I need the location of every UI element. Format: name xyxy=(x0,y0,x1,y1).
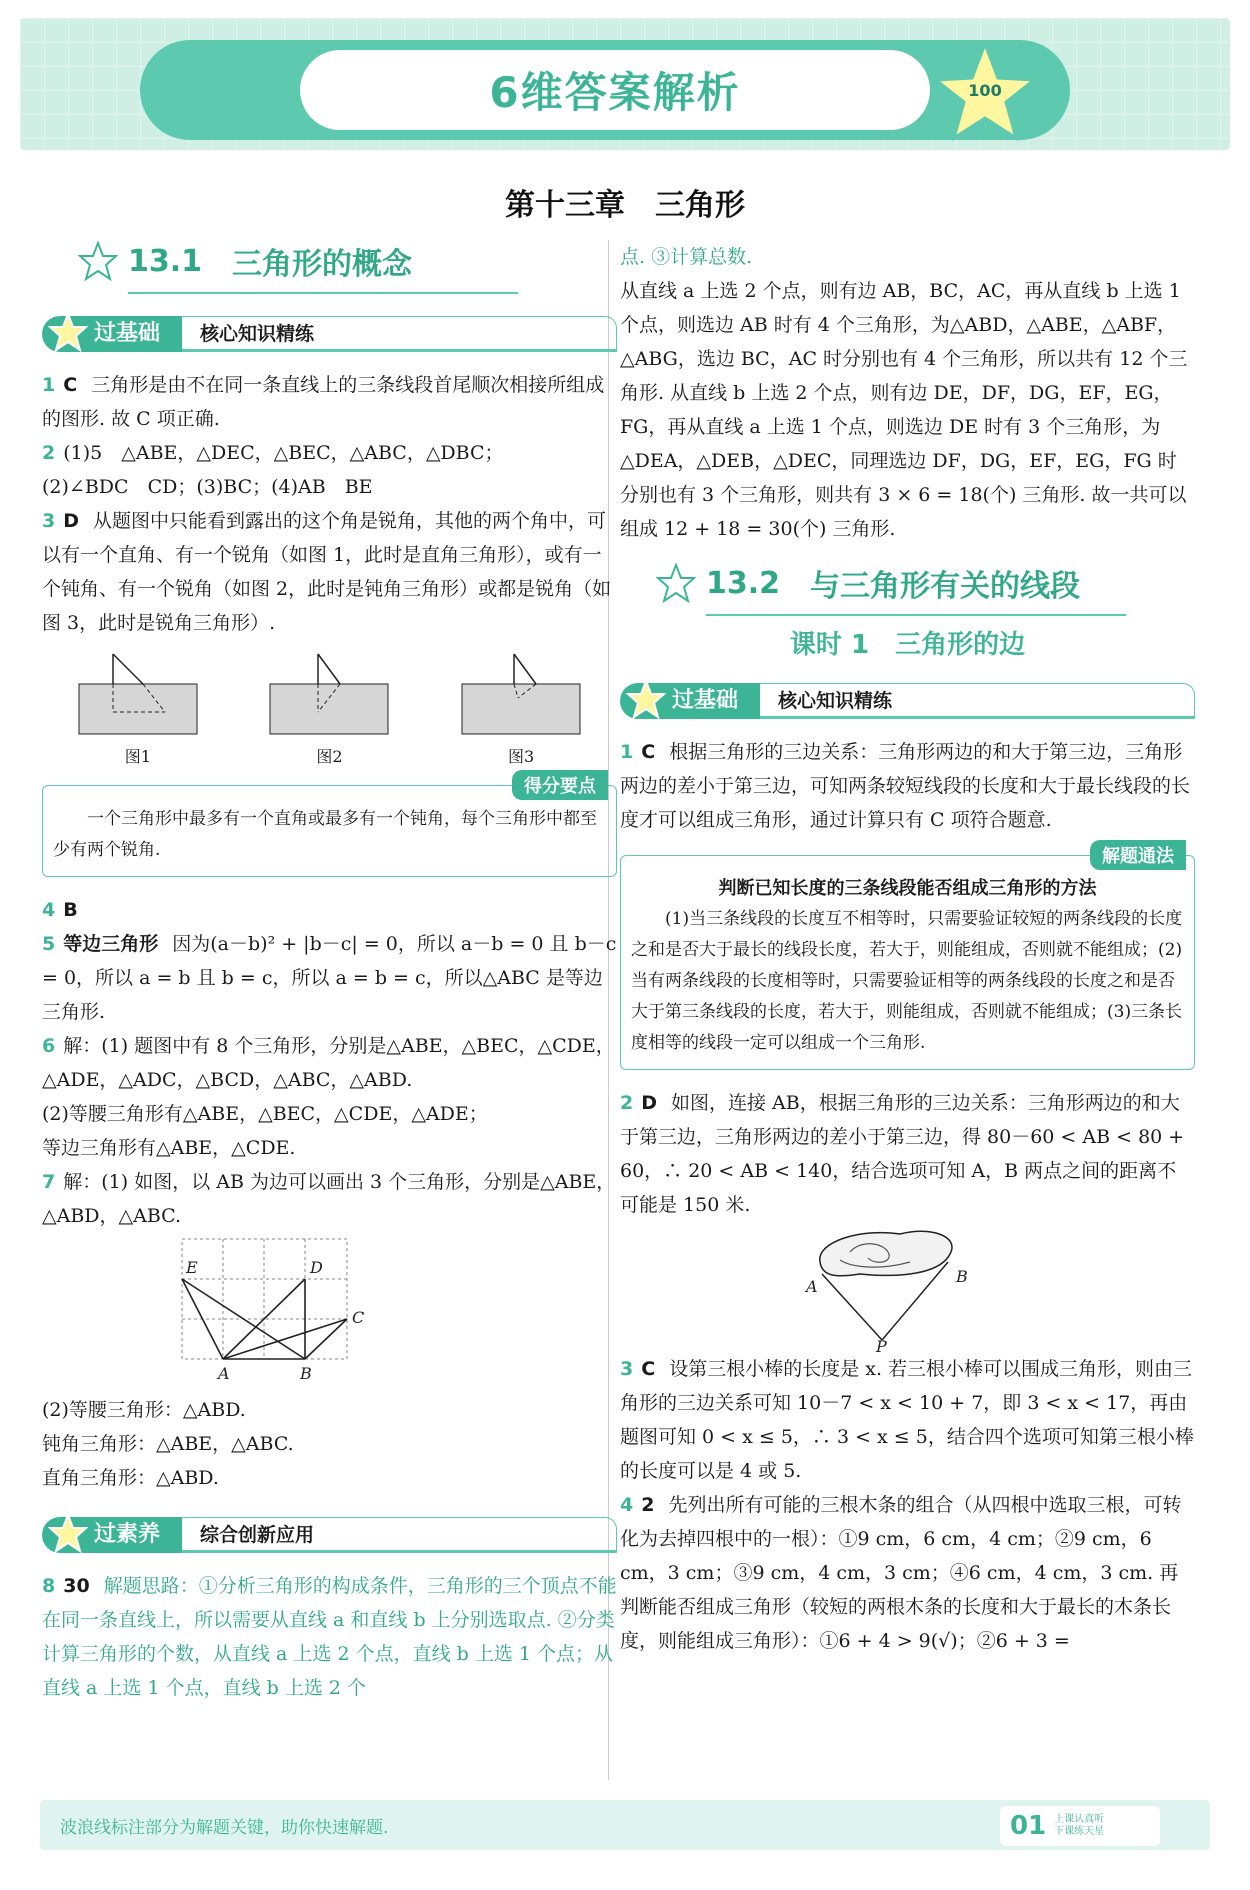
point-e: E xyxy=(186,1258,198,1277)
right-column xyxy=(620,240,1195,1658)
question-3: 3 D 从题图中只能看到露出的这个角是锐角，其他的两个角中，可以有一个直角、有一个锐角（如图 1，此时是直角三角形），或有一个钝角、有一个锐角（如图 2，此时是钝角三角形）或都是锐角（如图 3，此时是锐角三角形）. xyxy=(42,510,612,634)
mascot-icon xyxy=(48,312,88,352)
basics-tag: 过基础 xyxy=(620,683,760,719)
question-2: 2 (1)5 △ABE，△DEC，△BEC，△ABC，△DBC； (2)∠BDC CD；(3)BC；(4)AB BE xyxy=(42,442,504,498)
method-title: 判断已知长度的三条线段能否组成三角形的方法 xyxy=(718,878,1097,899)
question-1: 1 C 三角形是由不在同一条直线上的三条线段首尾顺次相接所组成的图形. 故 C 项正确. xyxy=(42,374,605,430)
page-title: 6维答案解析 xyxy=(300,50,930,130)
page-number-box xyxy=(1000,1806,1160,1846)
q8-continued-head: 点. ③计算总数. xyxy=(620,246,753,268)
figure-1: 图1 xyxy=(73,650,203,767)
r-question-1: 1 C 根据三角形的三边关系：三角形两边的和大于第三边，三角形两边的差小于第三边，可知两条较短线段的长度和大于最长线段的长度才可以组成三角形，通过计算只有 C 项符合题意. xyxy=(620,741,1191,831)
star-mascot-icon xyxy=(930,40,1040,150)
mascot-icon xyxy=(626,679,666,719)
basics-tag: 过基础 xyxy=(42,316,182,352)
r-question-4: 4 2 先列出所有可能的三根木条的组合（从四根中选取三根，可转化为去掉四根中的一根）：①9 cm，6 cm，4 cm；②9 cm，6 cm，3 cm；③9 cm，4 cm，3 cm；④6 cm，4 cm，3 cm. 再判断能否组成三角形（较短的两根木条的长度和大于最长的木条长度，则能组成三角形）：①6 + 4 > 9(√)；②6 + 3 = xyxy=(620,1494,1182,1652)
point-p: P xyxy=(876,1337,887,1352)
section-title-13-1 xyxy=(128,230,518,294)
section-number: 13.1 xyxy=(128,243,203,279)
basics-subtitle: 核心知识精练 xyxy=(182,316,617,352)
mascot-icon xyxy=(48,1513,88,1553)
literacy-bar xyxy=(42,1513,617,1557)
point-b: B xyxy=(956,1267,968,1286)
mascot-text: 100 xyxy=(968,81,1002,100)
pond-figure xyxy=(620,1222,1195,1352)
question-5: 5 等边三角形 因为(a－b)² + |b－c| = 0，所以 a－b = 0 且 b－c = 0，所以 a = b 且 b = c，所以 a = b = c，所以△ABC 是等边三角形. xyxy=(42,933,617,1023)
question-7-cont: (2)等腰三角形：△ABD. 钝角三角形：△ABE，△ABC. 直角三角形：△ABD. xyxy=(42,1399,294,1489)
triangle-figures xyxy=(42,650,617,767)
star-icon xyxy=(656,563,696,603)
score-tip-text: 一个三角形中最多有一个直角或最多有一个钝角，每个三角形中都至少有两个锐角. xyxy=(53,809,597,860)
section-name: 与三角形有关的线段 xyxy=(810,569,1081,604)
r-question-2: 2 D 如图，连接 AB，根据三角形的三边关系：三角形两边的和大于第三边，三角形两边的差小于第三边，得 80－60 < AB < 80 + 60，∴ 20 < AB < 140，结合选项可知 A，B 两点之间的距离不可能是 150 米. xyxy=(620,1092,1185,1216)
basics-bar xyxy=(42,312,617,356)
lesson-title: 课时 1 三角形的边 xyxy=(789,630,1026,660)
score-tip-label: 得分要点 xyxy=(512,770,608,800)
q8-continued: 从直线 a 上选 2 个点，则有边 AB，BC，AC，再从直线 b 上选 1 个点，则选边 AB 时有 4 个三角形，为△ABD，△ABE，△ABF，△ABG，选边 BC，AC 时分别也有 4 个三角形，所以共有 12 个三角形. 从直线 b 上选 2 个点，则有边 DE，DF，DG，EF，EG，FG，再从直线 a 上选 1 个点，则选边 DE 时有 3 个三角形，为△DEA，△DEB，△DEC，同理选边 DF，DG，EF，EG，FG 时分别也有 3 个三角形，则共有 3 × 6 = 18(个) 三角形. 故一共可以组成 12 + 18 = 30(个) 三角形. xyxy=(620,280,1188,540)
footer-slogan: 上课认真听 下课练天星 xyxy=(1054,1814,1105,1837)
point-a: A xyxy=(806,1277,818,1296)
point-b: B xyxy=(300,1364,312,1383)
r-question-3: 3 C 设第三根小棒的长度是 x. 若三根小棒可以围成三角形，则由三角形的三边关系可知 10－7 < x < 10 + 7，即 3 < x < 17，再由题图可知 0 < x ≤ 5，∴ 3 < x ≤ 5，结合四个选项可知第三根小棒的长度可以是 4 或 5. xyxy=(620,1358,1194,1482)
figure-2: 图2 xyxy=(264,650,394,767)
question-6: 6 解：(1) 题图中有 8 个三角形，分别是△ABE，△BEC，△CDE，△ADE，△ADC，△BCD，△ABC，△ABD. (2)等腰三角形有△ABE，△BEC，△CDE，△ADE； 等边三角形有△ABE，△CDE. xyxy=(42,1035,615,1159)
question-7: 7 解：(1) 如图，以 AB 为边可以画出 3 个三角形，分别是△ABE，△ABD，△ABC. xyxy=(42,1171,616,1227)
left-column xyxy=(42,230,617,1705)
literacy-subtitle: 综合创新应用 xyxy=(182,1517,617,1553)
method-box xyxy=(620,846,1195,1070)
score-tip-box xyxy=(42,776,617,877)
star-icon xyxy=(78,241,118,281)
literacy-tag: 过素养 xyxy=(42,1517,182,1553)
method-label: 解题通法 xyxy=(1090,840,1186,870)
page-number: 01 xyxy=(1010,1811,1047,1841)
question-8: 8 30 解题思路：①分析三角形的构成条件，三角形的三个顶点不能在同一条直线上，所以需要从直线 a 和直线 b 上分别选取点. ②分类计算三角形的个数，从直线 a 上选 2 个点，直线 b 上选 1 个点；从直线 a 上选 1 个点，直线 b 上选 2 个 xyxy=(42,1575,617,1699)
footer-note: 波浪线标注部分为解题关键，助你快速解题. xyxy=(60,1817,389,1838)
grid-figure xyxy=(42,1233,617,1393)
basics-subtitle: 核心知识精练 xyxy=(760,683,1195,719)
question-4: 4 B xyxy=(42,899,78,921)
figure-3: 图3 xyxy=(456,650,586,767)
section-name: 三角形的概念 xyxy=(232,247,413,282)
section-title-13-2 xyxy=(706,552,1126,616)
point-a: A xyxy=(218,1364,230,1383)
basics-bar-right xyxy=(620,679,1195,723)
method-text: (1)当三条线段的长度互不相等时，只需要验证较短的两条线段的长度之和是否大于最长的线段长度，若大于，则能组成，否则就不能组成；(2)当有两条线段的长度相等时，只需要验证相等的两条线段的长度之和是否大于第三条线段的长度，若大于，则能组成，否则就不能组成；(3)三条长度相等的线段一定可以组成一个三角形. xyxy=(631,909,1183,1053)
point-d: D xyxy=(310,1258,323,1277)
chapter-title: 第十三章 三角形 xyxy=(505,188,745,223)
point-c: C xyxy=(352,1308,365,1327)
section-number: 13.2 xyxy=(706,565,781,601)
